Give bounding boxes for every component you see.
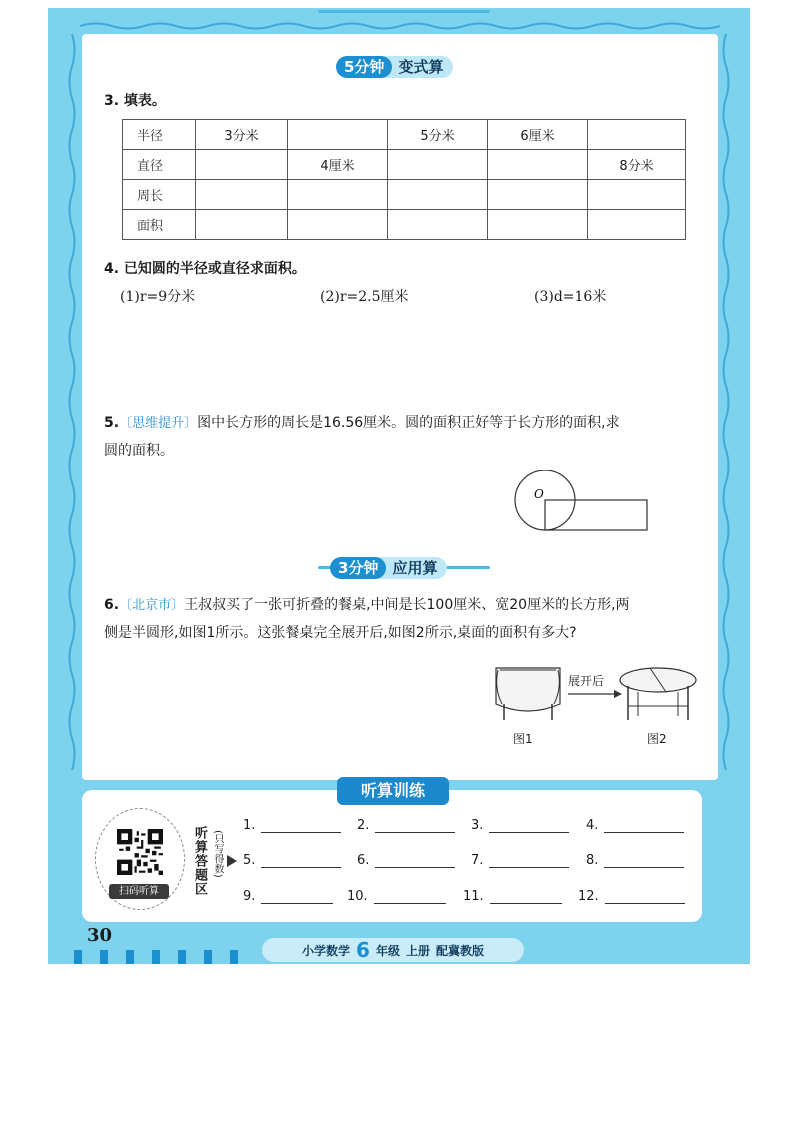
book-footer [262,938,524,962]
table-cell[interactable] [196,150,288,180]
table-cell[interactable] [288,210,388,240]
table-cell[interactable] [488,150,588,180]
question-5-line2: 圆的面积。 [104,443,174,459]
answer-blank-2[interactable]: 2. [357,818,455,833]
qr-code-icon[interactable] [117,829,163,875]
circle-rectangle-figure [510,470,655,540]
section-time: 3分钟 [330,557,386,579]
table-cell[interactable]: 4厘米 [288,150,388,180]
footer-volume: 上册 [405,943,430,958]
q4-part-3: (3)d=16米 [534,289,607,305]
table-row [123,180,686,210]
table-cell[interactable] [196,180,288,210]
answer-blank-3[interactable]: 3. [471,818,569,833]
section-header-2 [330,557,447,579]
table-figures [488,660,698,730]
answer-blank-10[interactable]: 10. [347,889,446,904]
table-cell[interactable] [196,210,288,240]
answer-blank-1[interactable]: 1. [243,818,341,833]
footer-subject: 小学数学 [302,943,351,958]
table-cell[interactable] [388,210,488,240]
table-row [123,150,686,180]
question-3: 3. 填表。 [104,93,166,109]
question-4: 4. 已知圆的半径或直径求面积。 [104,261,306,277]
answer-blank-6[interactable]: 6. [357,853,455,868]
answer-area-note: (只写得数) [212,830,223,878]
table-cell[interactable] [588,210,686,240]
q4-part-2: (2)r=2.5厘米 [320,289,409,305]
row-header: 直径 [123,150,196,180]
section-divider [318,10,490,13]
question-number: 5. [104,415,120,431]
table-cell[interactable] [288,180,388,210]
answer-blank-9[interactable]: 9. [243,889,333,904]
table-cell[interactable]: 6厘米 [488,120,588,150]
table-cell[interactable] [488,180,588,210]
section-header-1 [336,56,453,78]
answer-blank-4[interactable]: 4. [586,818,684,833]
table-cell[interactable] [588,120,686,150]
figure-2-caption: 图2 [647,732,667,746]
play-arrow-icon [227,855,237,867]
q4-part-1: (1)r=9分米 [120,289,196,305]
row-header: 面积 [123,210,196,240]
table-cell[interactable]: 3分米 [196,120,288,150]
section-time: 5分钟 [336,56,392,78]
table-cell[interactable] [388,150,488,180]
qr-label: 扫码听算 [109,884,169,899]
table-row [123,210,686,240]
question-text: 王叔叔买了一张可折叠的餐桌,中间是长100厘米、宽20厘米的长方形,两 [184,597,630,613]
question-5 [104,408,620,439]
table-cell[interactable] [488,210,588,240]
section-title: 变式算 [384,56,453,78]
question-6-line2: 侧是半圆形,如图1所示。这张餐桌完全展开后,如图2所示,桌面的面积有多大? [104,625,577,641]
footer-edition: 配冀教版 [435,943,484,958]
question-tag: 〔思维提升〕 [119,416,198,431]
row-header: 半径 [123,120,196,150]
table-cell[interactable] [588,180,686,210]
arrow-label: 展开后 [568,674,605,688]
fill-table [122,119,686,240]
table-cell[interactable]: 8分米 [588,150,686,180]
table-cell[interactable]: 5分米 [388,120,488,150]
table-cell[interactable] [388,180,488,210]
table-row [123,120,686,150]
question-text: 图中长方形的周长是16.56厘米。圆的面积正好等于长方形的面积,求 [197,415,620,431]
section-title: 应用算 [378,557,447,579]
answer-blank-5[interactable]: 5. [243,853,341,868]
page-number: 30 [87,925,113,946]
answer-blank-12[interactable]: 12. [578,889,685,904]
figure-1-caption: 图1 [513,732,533,746]
question-6 [104,590,630,621]
answer-blank-7[interactable]: 7. [471,853,569,868]
footer-grade: 年级 [375,943,400,958]
row-header: 周长 [123,180,196,210]
center-label: O [534,487,544,501]
footer-grade-number: 6 [356,938,370,962]
question-number: 6. [104,597,120,613]
listening-title: 听算训练 [337,777,449,805]
answer-blank-8[interactable]: 8. [586,853,684,868]
footer-stripes [74,950,244,964]
table-cell[interactable] [288,120,388,150]
answer-area-label: 听算答题区 [192,826,207,896]
question-tag: 〔北京市〕 [119,598,185,613]
answer-blank-11[interactable]: 11. [463,889,562,904]
